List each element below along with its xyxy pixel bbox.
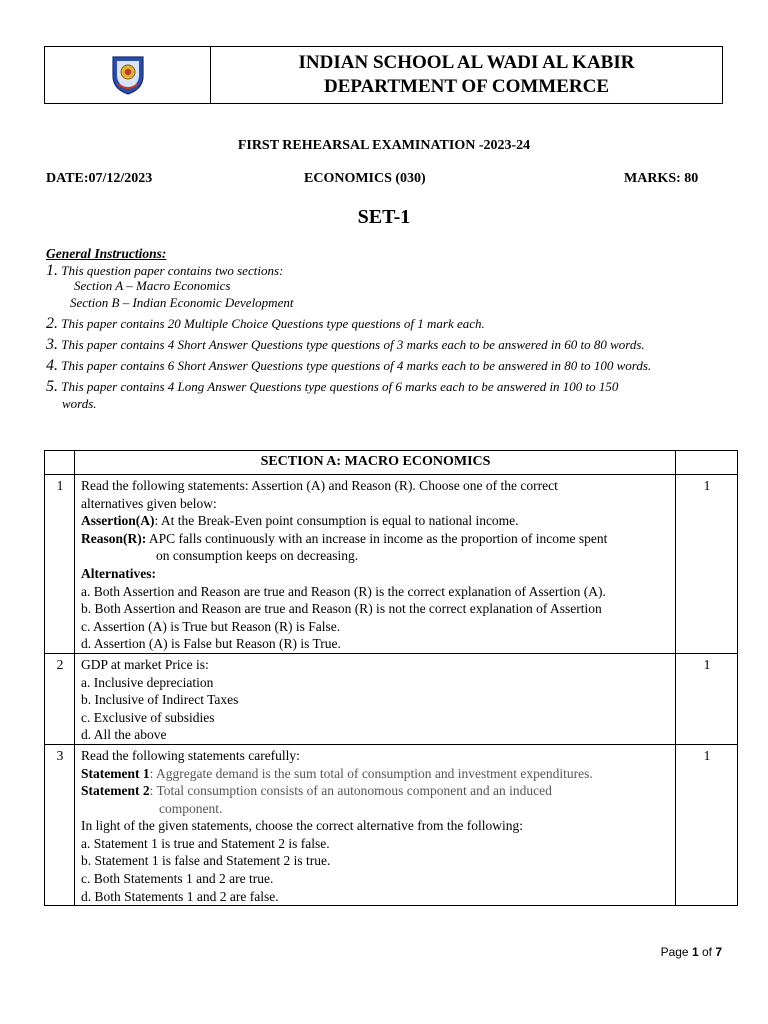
logo-cell [45, 47, 211, 103]
option: a. Statement 1 is true and Statement 2 is false. [81, 835, 330, 851]
table-row [45, 653, 738, 744]
instruction-item: 2. This paper contains 20 Multiple Choice Questions type questions of 1 mark each. [46, 315, 485, 332]
instruction-section-b: Section B – Indian Economic Development [70, 295, 294, 310]
option: b. Inclusive of Indirect Taxes [81, 692, 239, 708]
school-title-cell [211, 47, 722, 103]
option: d. Both Statements 1 and 2 are false. [81, 888, 279, 904]
exam-date: DATE:07/12/2023 [46, 171, 153, 186]
page-footer: Page 1 of 7 [660, 945, 722, 959]
question-body: Read the following statements: Assertion (A) and Reason (R). Choose one of the correct alternatives given below: Assertion(A): At the Break-Even point consumption is equal to national income. Reason(R): APC falls continuously with an increase in income as the proportion of income spent on consumption keeps on decreasing. Alternatives: a. Both Assertion and Reason are true and Reason (R) is the correct explanation of Assertion (A). b. Both Assertion and Reason are true and Reason (R) is not the correct explanation of Assertion c. Assertion (A) is True but Reason (R) is False. d. Assertion (A) is False but Reason (R) is True. [75, 475, 676, 654]
exam-title: FIRST REHEARSAL EXAMINATION -2023-24 [237, 138, 531, 153]
instruction-section-a: Section A – Macro Economics [74, 278, 231, 293]
school-header [44, 46, 723, 104]
instruction-item: 4. This paper contains 6 Short Answer Questions type questions of 4 marks each to be answered in 80 to 100 words. [46, 357, 652, 374]
option: c. Both Statements 1 and 2 are true. [81, 871, 274, 887]
question-number: 1 [45, 475, 75, 654]
question-marks: 1 [676, 475, 738, 654]
question-number: 3 [45, 744, 75, 905]
option: b. Statement 1 is false and Statement 2 is true. [81, 853, 331, 869]
exam-subject: ECONOMICS (030) [304, 171, 426, 186]
question-body: Read the following statements carefully: Statement 1: Aggregate demand is the sum total of consumption and investment expenditures. Statement 2: Total consumption consists of an autonomous component and an induced component. In light of the given statements, choose the correct alternative from the following: a. Statement 1 is true and Statement 2 is false. b. Statement 1 is false and Statement 2 is true. c. Both Statements 1 and 2 are true. d. Both Statements 1 and 2 are false. [75, 744, 676, 905]
question-marks: 1 [676, 744, 738, 905]
department-name: DEPARTMENT OF COMMERCE [323, 76, 610, 97]
option: a. Inclusive depreciation [81, 674, 214, 690]
instruction-item: 5. This paper contains 4 Long Answer Questions type questions of 6 marks each to be answered in 100 to 150 [46, 378, 619, 395]
question-body: GDP at market Price is: a. Inclusive depreciation b. Inclusive of Indirect Taxes c. Exclusive of subsidies d. All the above [75, 653, 676, 744]
general-instructions [46, 245, 736, 412]
option: d. All the above [81, 727, 167, 743]
exam-meta-row [46, 171, 706, 191]
option: c. Assertion (A) is True but Reason (R) is False. [81, 618, 341, 634]
instruction-wrap: words. [62, 396, 97, 411]
question-number: 2 [45, 653, 75, 744]
question-marks: 1 [676, 653, 738, 744]
page-number: 1 [691, 945, 699, 959]
school-name: INDIAN SCHOOL AL WADI AL KABIR [298, 52, 635, 73]
instruction-item: 3. This paper contains 4 Short Answer Questions type questions of 3 marks each to be answered in 60 to 80 words. [46, 336, 645, 353]
set-title: SET-1 [357, 206, 411, 228]
questions-table [44, 450, 738, 906]
instruction-item: 1. This question paper contains two sections: [46, 262, 284, 279]
table-row [45, 744, 738, 905]
option: a. Both Assertion and Reason are true and Reason (R) is the correct explanation of Assertion (A). [81, 583, 606, 599]
school-crest-icon [111, 54, 145, 96]
section-title: SECTION A: MACRO ECONOMICS [75, 451, 676, 475]
option: b. Both Assertion and Reason are true and Reason (R) is not the correct explanation of Assertion [81, 601, 602, 617]
option: d. Assertion (A) is False but Reason (R) is True. [81, 636, 341, 652]
option: c. Exclusive of subsidies [81, 709, 215, 725]
exam-marks: MARKS: 80 [624, 171, 699, 186]
section-header-row [45, 451, 738, 475]
instructions-heading: General Instructions: [46, 246, 167, 261]
page-total: 7 [715, 945, 722, 959]
table-row [45, 475, 738, 654]
